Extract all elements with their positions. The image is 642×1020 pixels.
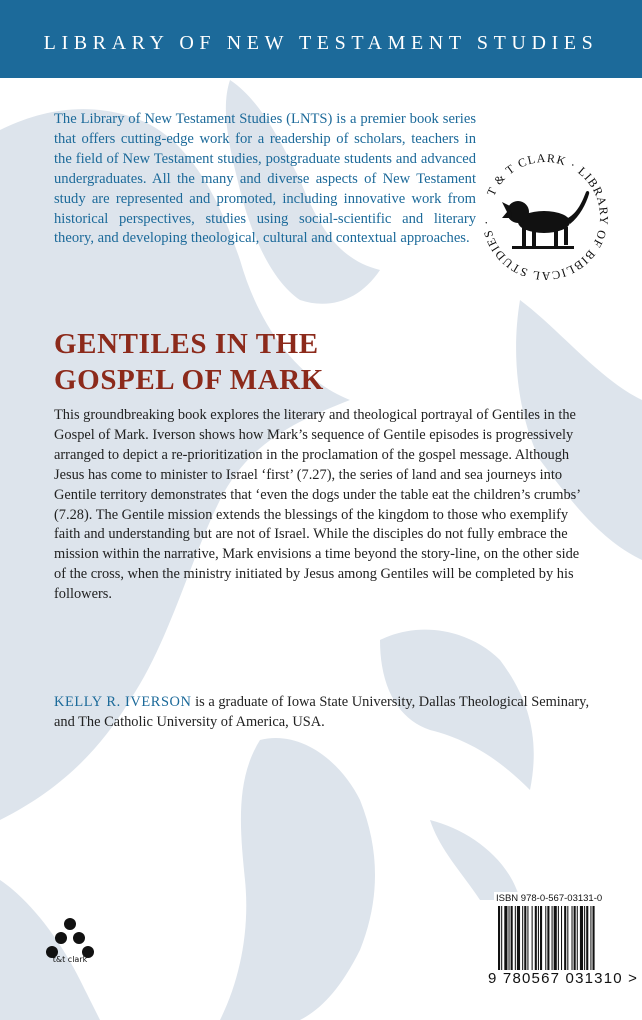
barcode-bar [586,906,588,970]
barcode-bar [584,906,585,970]
book-title-line-2: GOSPEL OF MARK [54,364,324,396]
barcode-bar [558,906,559,970]
publisher-seal [474,146,616,288]
barcode [496,906,626,970]
barcode-bar [552,906,553,970]
barcode-bar [498,906,500,970]
barcode-bar [501,906,502,970]
isbn-label: ISBN 978-0-567-03131-0 [496,893,603,904]
barcode-bar [545,906,546,970]
barcode-bar [535,906,537,970]
barcode-bar [590,906,591,970]
barcode-bar [504,906,507,970]
series-description: The Library of New Testament Studies (LNTS) is a premier book series that offers cutting-edge work for a readership of scholars, teachers in the field of New Testament studies, postgraduate students and advanced undergraduates. All the many and diverse aspects of New Testament study are represented and promoted, including innovative work from historical perspectives, studies using social-scientific and literary theory, and developing theological, cultural and contextual approaches. [54,111,476,247]
book-title [54,326,494,398]
series-title: LIBRARY OF NEW TESTAMENT STUDIES [43,32,599,54]
book-description: This groundbreaking book explores the literary and theological portrayal of Gentiles in the Gospel of Mark. Iverson shows how Mark’s sequence of Gentile episodes is progressively arranged to depict a re-prioritization in the proclamation of the gospel message. Although Jesus has come to minister to Israel ‘first’ (7.27), the series of land and sea journeys into Gentile territory demonstrates that ‘even the dogs under the table eat the children’s crumbs’ (7.28). The Gentile mission extends the blessings of the kingdom to those who exemplify faith and understanding but are not of Israel. While the disciples do not fully embrace the mission within the narrative, Mark envisions a time beyond the story-line, on the other side of the cross, when the ministry initiated by Jesus among Gentiles will be completed by his followers. [54,407,581,603]
barcode-bar [580,906,583,970]
barcode-bar [561,906,562,970]
barcode-bar [517,906,520,970]
author-name: KELLY R. IVERSON [54,694,192,710]
author-bio-text: is a graduate of Iowa State University, Dallas Theological Seminary, and The Catholic University of America, USA. [54,694,590,730]
barcode-bar [574,906,576,970]
lion-icon [502,191,589,249]
barcode-bar [547,906,549,970]
seal-text: T & T CLARK · LIBRARY OF BIBLICAL STUDIES · [479,150,612,284]
barcode-bar [511,906,513,970]
barcode-bar [532,906,533,970]
barcode-bar [540,906,542,970]
barcode-bar [564,906,566,970]
barcode-bar [522,906,523,970]
barcode-bar [567,906,568,970]
barcode-bar [572,906,573,970]
barcode-bar [538,906,539,970]
author-bio [54,693,594,733]
book-title-line-1: GENTILES IN THE [54,328,319,360]
barcode-bar [524,906,526,970]
barcode-bar [527,906,528,970]
barcode-bar [509,906,510,970]
publisher-name: t&t clark [52,955,88,964]
barcode-bar [554,906,557,970]
barcode-digits: 9 780567 031310 > [488,970,639,987]
barcode-bar [577,906,578,970]
barcode-bar [515,906,516,970]
barcode-bar [593,906,595,970]
